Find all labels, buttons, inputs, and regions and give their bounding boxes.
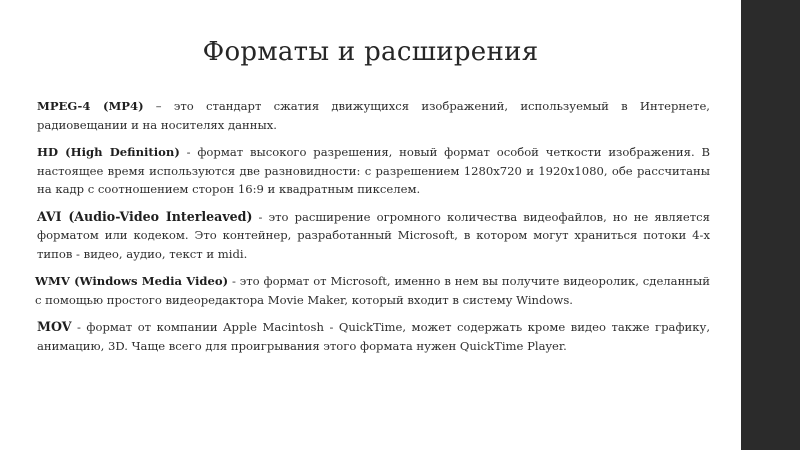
slide-content (37, 97, 710, 355)
term-avi: AVI (Audio-Video Interleaved) (37, 208, 253, 224)
desc-mpeg4: – это стандарт сжатия движущихся изображений, используемый в Интернете, радиовещании и на носителях данных. (37, 99, 710, 132)
slide-title: Форматы и расширения (202, 37, 539, 67)
paragraph-mov (37, 318, 710, 355)
paragraph-wmv (35, 272, 710, 309)
term-mov: MOV (37, 319, 72, 334)
term-wmv: WMV (Windows Media Video) (35, 274, 229, 288)
paragraph-hd (37, 143, 710, 199)
paragraph-avi (37, 208, 710, 264)
desc-mov: - формат от компании Apple Macintosh - QuickTime, может содержать кроме видео также графику, анимацию, 3D. Чаще всего для проигрывания этого формата нужен QuickTime Player. (37, 320, 710, 353)
desc-wmv: - это формат от Microsoft, именно в нем вы получите видеоролик, сделанный с помощью простого видеоредактора Movie Maker, который входит в систему Windows. (35, 274, 710, 307)
paragraph-mpeg4 (37, 97, 710, 134)
term-hd: HD (High Definition) (37, 145, 180, 159)
term-mpeg4: MPEG-4 (MP4) (37, 99, 144, 113)
right-sidebar-bar (741, 0, 800, 450)
desc-avi: - это расширение огромного количества видеофайлов, но не является форматом или кодеком. Это контейнер, разработанный Microsoft, в котором могут храниться потоки 4-х типов - видео, аудио, текст и midi. (37, 209, 710, 261)
desc-hd: - формат высокого разрешения, новый формат особой четкости изображения. В настоящее время используются две разновидности: с разрешением 1280х720 и 1920х1080, обе рассчитаны на кадр с соотношением сторон 16:9 и квадратным пикселем. (37, 145, 710, 196)
